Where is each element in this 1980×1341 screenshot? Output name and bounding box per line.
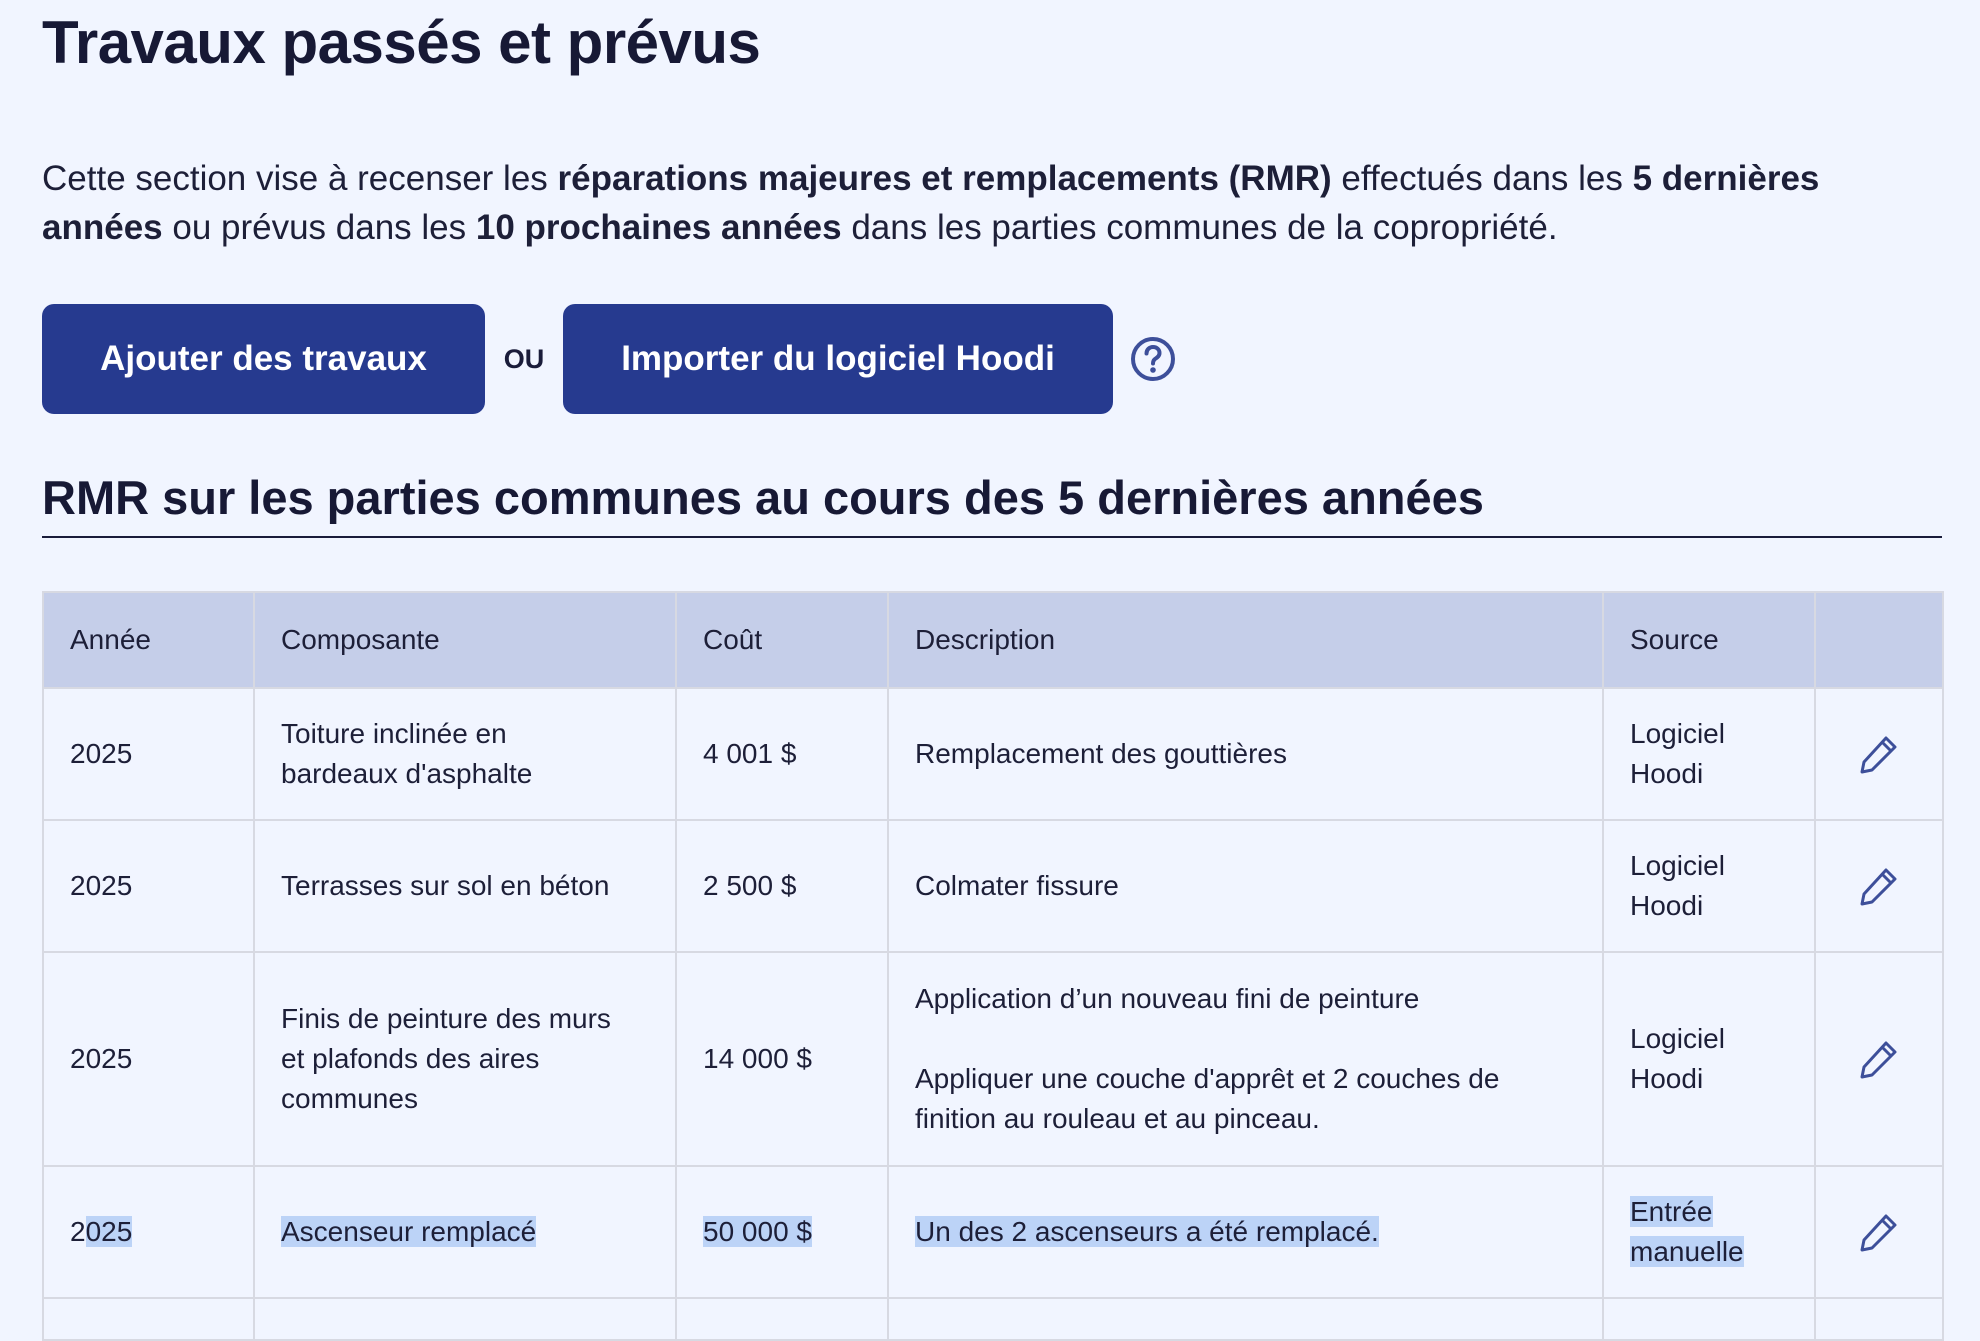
section-divider [42,536,1942,538]
cell-description [888,952,1603,1166]
pencil-icon[interactable] [1857,864,1901,908]
cell-actions [1815,952,1943,1166]
table-row [43,952,1943,1166]
table-header-row [43,592,1943,688]
intro-bold-rmr: réparations majeures et remplacements (RMR) [557,159,1332,198]
cell-empty [1603,1298,1815,1340]
cell-year: 2025 [43,688,254,820]
description-paragraph: Un des 2 ascenseurs a été remplacé. [915,1216,1379,1247]
year-text-unselected: 2 [70,1216,86,1247]
intro-text-2: effectués dans les [1331,159,1633,198]
intro-bold-future-years: 10 prochaines années [475,208,842,247]
section-title: RMR sur les parties communes au cours des 5 dernières années [42,471,1484,524]
cell-year: 2025 [43,820,254,952]
cost-text: 50 000 $ [703,1216,812,1247]
cell-actions [1815,820,1943,952]
question-circle-icon[interactable] [1129,335,1177,383]
table-row-partial [43,1298,1943,1340]
intro-paragraph [42,154,1942,252]
cell-cost [676,1166,888,1298]
intro-bold-past-years: 5 dernières années [42,159,1820,247]
rmr-table [42,591,1944,1341]
pencil-icon[interactable] [1857,1210,1901,1254]
table-row [43,688,1943,820]
column-header-year: Année [43,592,254,688]
cell-source: Logiciel Hoodi [1603,952,1815,1166]
cell-empty [888,1298,1603,1340]
or-separator: OU [503,343,545,374]
description-paragraph: Remplacement des gouttières [915,738,1287,769]
intro-text-4: dans les parties communes de la copropriété. [841,208,1558,247]
cell-description [888,820,1603,952]
description-paragraph: Application d’un nouveau fini de peinture [915,983,1420,1014]
intro-text-1: Cette section vise à recenser les [42,159,558,198]
description-paragraph: Appliquer une couche d'apprêt et 2 couches de finition au rouleau et au pinceau. [915,1063,1500,1134]
cell-year: 2025 [43,952,254,1166]
column-header-component: Composante [254,592,676,688]
cell-actions [1815,1166,1943,1298]
import-hoodi-button[interactable]: Importer du logiciel Hoodi [563,304,1113,414]
description-paragraph: Colmater fissure [915,870,1119,901]
cell-source: Logiciel Hoodi [1603,820,1815,952]
cell-description [888,1166,1603,1298]
cell-source: Logiciel Hoodi [1603,688,1815,820]
cell-empty [43,1298,254,1340]
cell-cost: 2 500 $ [676,820,888,952]
page-title: Travaux passés et prévus [42,9,761,76]
table-row [43,820,1943,952]
cell-component: Toiture inclinée en bardeaux d'asphalte [254,688,676,820]
table-row [43,1166,1943,1298]
cell-component: Finis de peinture des murs et plafonds des aires communes [254,952,676,1166]
actions-bar [42,304,1177,414]
cell-component: Terrasses sur sol en béton [254,820,676,952]
add-works-button[interactable]: Ajouter des travaux [42,304,485,414]
column-header-actions [1815,592,1943,688]
component-text: Ascenseur remplacé [281,1216,537,1247]
pencil-icon[interactable] [1857,1037,1901,1081]
cell-cost: 14 000 $ [676,952,888,1166]
column-header-cost: Coût [676,592,888,688]
year-text-selected: 025 [85,1216,133,1247]
cell-source [1603,1166,1815,1298]
pencil-icon[interactable] [1857,732,1901,776]
column-header-source: Source [1603,592,1815,688]
cell-year [43,1166,254,1298]
cell-component [254,1166,676,1298]
cell-empty [254,1298,676,1340]
cell-description [888,688,1603,820]
source-line-1: Entrée [1630,1196,1713,1227]
cell-cost: 4 001 $ [676,688,888,820]
column-header-description: Description [888,592,1603,688]
cell-empty [676,1298,888,1340]
cell-actions [1815,688,1943,820]
intro-text-3: ou prévus dans les [162,208,476,247]
cell-empty [1815,1298,1943,1340]
source-line-2: manuelle [1630,1236,1744,1267]
